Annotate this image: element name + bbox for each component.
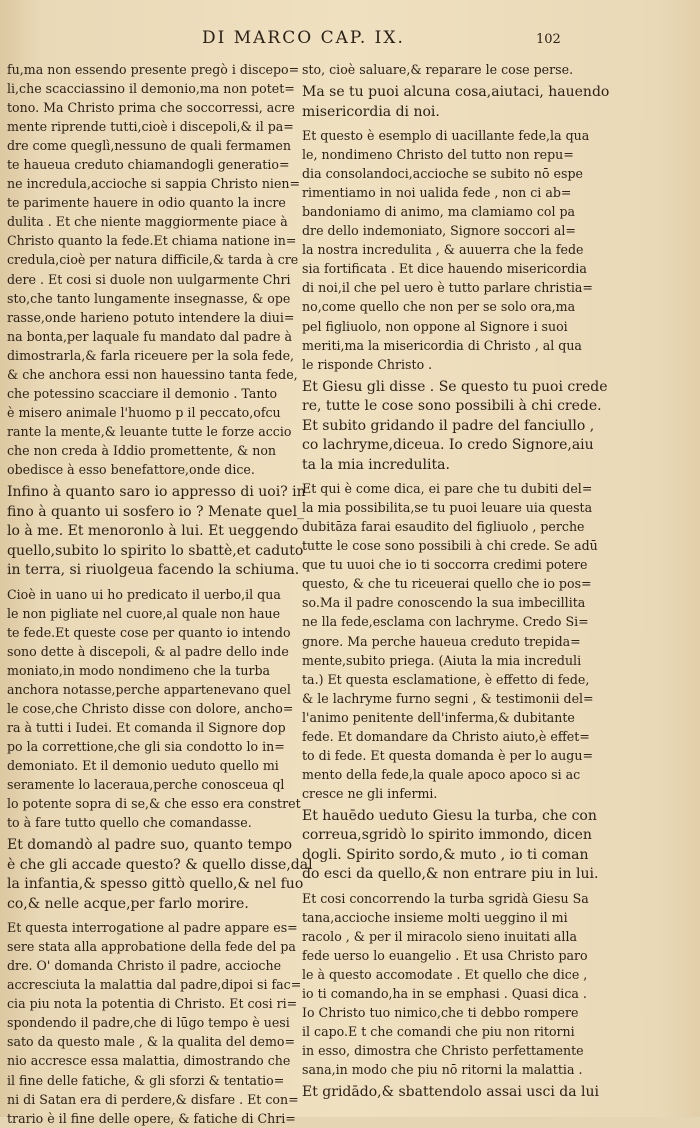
text-line: mente riprende tutti,cioè i discepoli,& il pa= xyxy=(7,119,294,135)
text-line: ra à tutti i Iudei. Et comanda il Signore dop xyxy=(7,719,286,735)
text-line: moniato,in modo nondimeno che la turba xyxy=(7,662,271,678)
text-line: la infantia,& spesso gittò quello,& nel fuo xyxy=(7,876,304,893)
scripture-paragraph xyxy=(302,378,608,476)
text-line: anchora notasse,perche appartenevano quel xyxy=(7,681,291,697)
running-title: DI MARCO CAP. IX. xyxy=(202,28,405,48)
commentary-paragraph xyxy=(302,126,593,374)
text-line: dre. O' domanda Christo il padre, accioche xyxy=(7,958,282,974)
text-line: di noi,il che pel uero è tutto parlare christia= xyxy=(302,280,593,296)
text-line: dere . Et cosi si duole non uulgarmente Chri xyxy=(7,271,291,287)
text-line: ni di Satan era di perdere,& disfare . Et con= xyxy=(7,1091,299,1107)
text-line: che potessino scacciare il demonio . Tanto xyxy=(7,385,278,401)
text-line: il capo.E t che comandi che piu non ritorni xyxy=(302,1024,575,1040)
page-number: 102 xyxy=(536,32,561,47)
text-line: Infino à quanto saro io appresso di uoi? in xyxy=(7,484,306,501)
scripture-paragraph xyxy=(7,836,313,914)
text-line: te fede.Et queste cose per quanto io intendo xyxy=(7,624,291,640)
text-line: questo, & che tu riceuerai quello che io pos= xyxy=(302,576,592,592)
text-line: mento della fede,la quale apoco apoco si ac xyxy=(302,766,581,782)
text-line: re, tutte le cose sono possibili à chi crede. xyxy=(302,398,602,415)
text-line: Et questo è esemplo di uacillante fede,la qua xyxy=(302,128,590,144)
text-line: cia piu nota la potentia di Christo. Et cosi ri= xyxy=(7,996,298,1012)
text-line: misericordia di noi. xyxy=(302,103,440,120)
text-line: sto,che tanto lungamente insegnasse, & ope xyxy=(7,290,291,306)
text-line: to à fare tutto quello che comandasse. xyxy=(7,815,252,831)
text-line: po la correttione,che gli sia condotto lo in= xyxy=(7,738,285,754)
text-line: te parimente hauere in odio quanto la incre xyxy=(7,195,286,211)
text-line: le à questo accomodate . Et quello che dice , xyxy=(302,967,588,983)
text-line: Et qui è come dica, ei pare che tu dubiti del= xyxy=(302,481,593,497)
text-line: Et cosi concorrendo la turba sgridà Giesu Sa xyxy=(302,890,589,906)
text-line: spondendo il padre,che di lūgo tempo è uesi xyxy=(7,1015,290,1031)
text-line: Io Christo tuo nimico,che ti debbo rompere xyxy=(302,1005,579,1021)
text-line: Et subito gridando il padre del fanciullo , xyxy=(302,417,595,434)
text-line: mente,subito priega. (Aiuta la mia increduli xyxy=(302,652,582,668)
text-line: Et hauēdo ueduto Giesu la turba, che con xyxy=(302,807,597,824)
text-line: sana,in modo che piu nō ritorni la malattia . xyxy=(302,1062,583,1078)
text-line: pel figliuolo, non oppone al Signore i suoi xyxy=(302,318,568,334)
text-line: meriti,ma la misericordia di Christo , al qua xyxy=(302,337,582,353)
text-line: so.Ma il padre conoscendo la sua imbecillita xyxy=(302,595,586,611)
text-line: ne lla fede,esclama con lachryme. Credo Si= xyxy=(302,614,589,630)
text-line: il fine delle fatiche, & gli sforzi & tentatio= xyxy=(7,1072,285,1088)
scripture-paragraph xyxy=(302,1083,599,1103)
text-line: no,come quello che non per se solo ora,ma xyxy=(302,299,576,315)
text-line: que tu uuoi che io ti soccorra credimi potere xyxy=(302,557,588,573)
scripture-paragraph xyxy=(302,83,610,122)
commentary-paragraph xyxy=(7,60,301,479)
text-line: sono dette à discepoli, & al padre dello inde xyxy=(7,643,289,659)
text-line: tutte le cose sono possibili à chi crede. Se adū xyxy=(302,538,598,554)
text-line: cresce ne gli infermi. xyxy=(302,785,438,801)
left-column xyxy=(7,60,313,1126)
text-line: na bonta,per laquale fu mandato dal padre à xyxy=(7,328,292,344)
text-line: dulita . Et che niente maggiormente piace à xyxy=(7,214,288,230)
text-line: tono. Ma Christo prima che soccorressi, acre xyxy=(7,100,295,116)
text-line: dre come queglì,nessuno de quali fermamen xyxy=(7,138,291,154)
text-line: le non pigliate nel cuore,al quale non haue xyxy=(7,605,281,621)
text-line: le, nondimeno Christo del tutto non repu= xyxy=(302,147,574,163)
text-line: le risponde Christo . xyxy=(302,356,433,372)
commentary-paragraph xyxy=(7,918,302,1128)
text-line: sto, cioè saluare,& reparare le cose perse. xyxy=(302,62,574,77)
text-line: è misero animale l'huomo p il peccato,ofcu xyxy=(7,404,281,420)
text-line: seramente lo laceraua,perche conosceua ql xyxy=(7,777,285,792)
text-line: lo potente sopra di se,& che esso era constret xyxy=(7,796,301,812)
text-line: rasse,onde harieno potuto intendere la diui= xyxy=(7,309,295,325)
text-line: sato da questo male , & la qualita del demo= xyxy=(7,1034,296,1050)
text-line: fede. Et domandare da Christo aiuto,è effet= xyxy=(302,728,590,744)
text-line: li,che scacciassino il demonio,ma non potet= xyxy=(7,81,295,97)
text-line: in esso, dimostra che Christo perfettamente xyxy=(302,1043,584,1059)
text-line: Et questa interrogatione al padre appare es= xyxy=(7,920,298,936)
text-line: dubitāza farai esaudito del figliuolo , perche xyxy=(302,519,585,535)
text-line: l'animo penitente dell'inferma,& dubitante xyxy=(302,709,575,725)
text-line: è che gli accade questo? & quello disse,dal xyxy=(7,856,313,873)
text-line: Et domandò al padre suo, quanto tempo xyxy=(7,837,293,854)
text-line: rimentiamo in noi ualida fede , non ci ab= xyxy=(302,185,572,201)
text-line: & le lachryme furno segni , & testimonii del= xyxy=(302,690,594,706)
text-line: gnore. Ma perche haueua creduto trepida= xyxy=(302,633,581,649)
text-line: demoniato. Et il demonio ueduto quello mi xyxy=(7,757,279,773)
text-line: Et Giesu gli disse . Se questo tu puoi crede xyxy=(302,378,608,395)
text-line: Et gridādo,& sbattendolo assai usci da lui xyxy=(302,1084,599,1101)
text-line: credula,cioè per natura difficile,& tarda à cre xyxy=(7,252,299,268)
text-line: la mia possibilita,se tu puoi leuare uia questa xyxy=(302,500,593,516)
text-line: dimostrarla,& farla riceuere per la sola fede, xyxy=(7,347,295,363)
text-line: te haueua creduto chiamandogli generatio= xyxy=(7,157,290,173)
text-line: Ma se tu puoi alcuna cosa,aiutaci, hauendo xyxy=(302,84,610,101)
text-line: accresciuta la malattia dal padre,dipoi si fac= xyxy=(7,977,302,993)
text-line: ta.) Et questa esclamatione, è effetto di fede, xyxy=(302,671,590,687)
text-line: co,& nelle acque,per farlo morire. xyxy=(7,895,249,912)
text-line: sere stata alla approbatione della fede del pa xyxy=(7,939,296,955)
scripture-paragraph xyxy=(7,483,306,581)
commentary-paragraph xyxy=(7,585,301,833)
text-line: la nostra incredulita , & auuerra che la fede xyxy=(302,242,584,258)
right-column xyxy=(302,60,610,1101)
text-line: nio accresce essa malattia, dimostrando che xyxy=(7,1053,291,1069)
commentary-paragraph xyxy=(302,60,580,79)
text-line: tana,accioche insieme molti ueggino il mi xyxy=(302,910,568,925)
text-line: fu,ma non essendo presente pregò i discepo= xyxy=(7,62,300,77)
text-line: fino à quanto ui sosfero io ? Menate quel_ xyxy=(7,503,305,520)
text-line: che non creda à Iddio promettente, & non xyxy=(7,442,277,458)
text-line: do esci da quello,& non entrare piu in lui. xyxy=(302,866,599,883)
text-line: rante la mente,& leuante tutte le forze accio xyxy=(7,423,292,439)
text-line: in terra, si riuolgeua facendo la schiuma. xyxy=(7,562,300,579)
text-line: dogli. Spirito sordo,& muto , io ti coman xyxy=(302,846,589,863)
text-line: ne incredula,accioche si sappia Christo nien= xyxy=(7,176,301,192)
text-line: sia fortificata . Et dice hauendo misericordia xyxy=(302,261,587,277)
commentary-paragraph xyxy=(302,889,589,1079)
text-line: obedisce à esso benefattore,onde dice. xyxy=(7,461,255,477)
text-line: co lachryme,diceua. Io credo Signore,aiu xyxy=(302,437,594,454)
text-line: dre dello indemoniato, Signore soccori al= xyxy=(302,223,576,239)
text-line: le cose,che Christo disse con dolore, ancho= xyxy=(7,700,294,716)
text-line: racolo , & per il miracolo sieno inuitati alla xyxy=(302,929,577,945)
text-line: to di fede. Et questa domanda è per lo augu= xyxy=(302,747,594,763)
text-line: io ti comando,ha in se emphasi . Quasi dica . xyxy=(302,986,587,1002)
text-line: correua,sgridò lo spirito immondo, dicen xyxy=(302,827,592,844)
text-line: fede uerso lo euangelio . Et usa Christo paro xyxy=(302,948,588,964)
page-header xyxy=(0,28,700,54)
text-line: trario è il fine delle opere, & fatiche di Chri= xyxy=(7,1110,296,1126)
text-line: quello,subito lo spirito lo sbattè,et caduto xyxy=(7,542,304,559)
commentary-paragraph xyxy=(302,479,598,803)
text-line: Cioè in uano ui ho predicato il uerbo,il qua xyxy=(7,586,281,602)
text-line: dia consolandoci,accioche se subito nō espe xyxy=(302,166,583,182)
text-line: bandoniamo di animo, ma clamiamo col pa xyxy=(302,204,576,220)
scripture-paragraph xyxy=(302,807,599,885)
text-line: lo à me. Et menoronlo à lui. Et ueggendo xyxy=(7,523,299,540)
text-line: Christo quanto la fede.Et chiama natione in= xyxy=(7,233,297,249)
text-line: & che anchora essi non hauessino tanta fede, xyxy=(7,366,298,382)
text-line: ta la mia incredulita. xyxy=(302,456,450,473)
